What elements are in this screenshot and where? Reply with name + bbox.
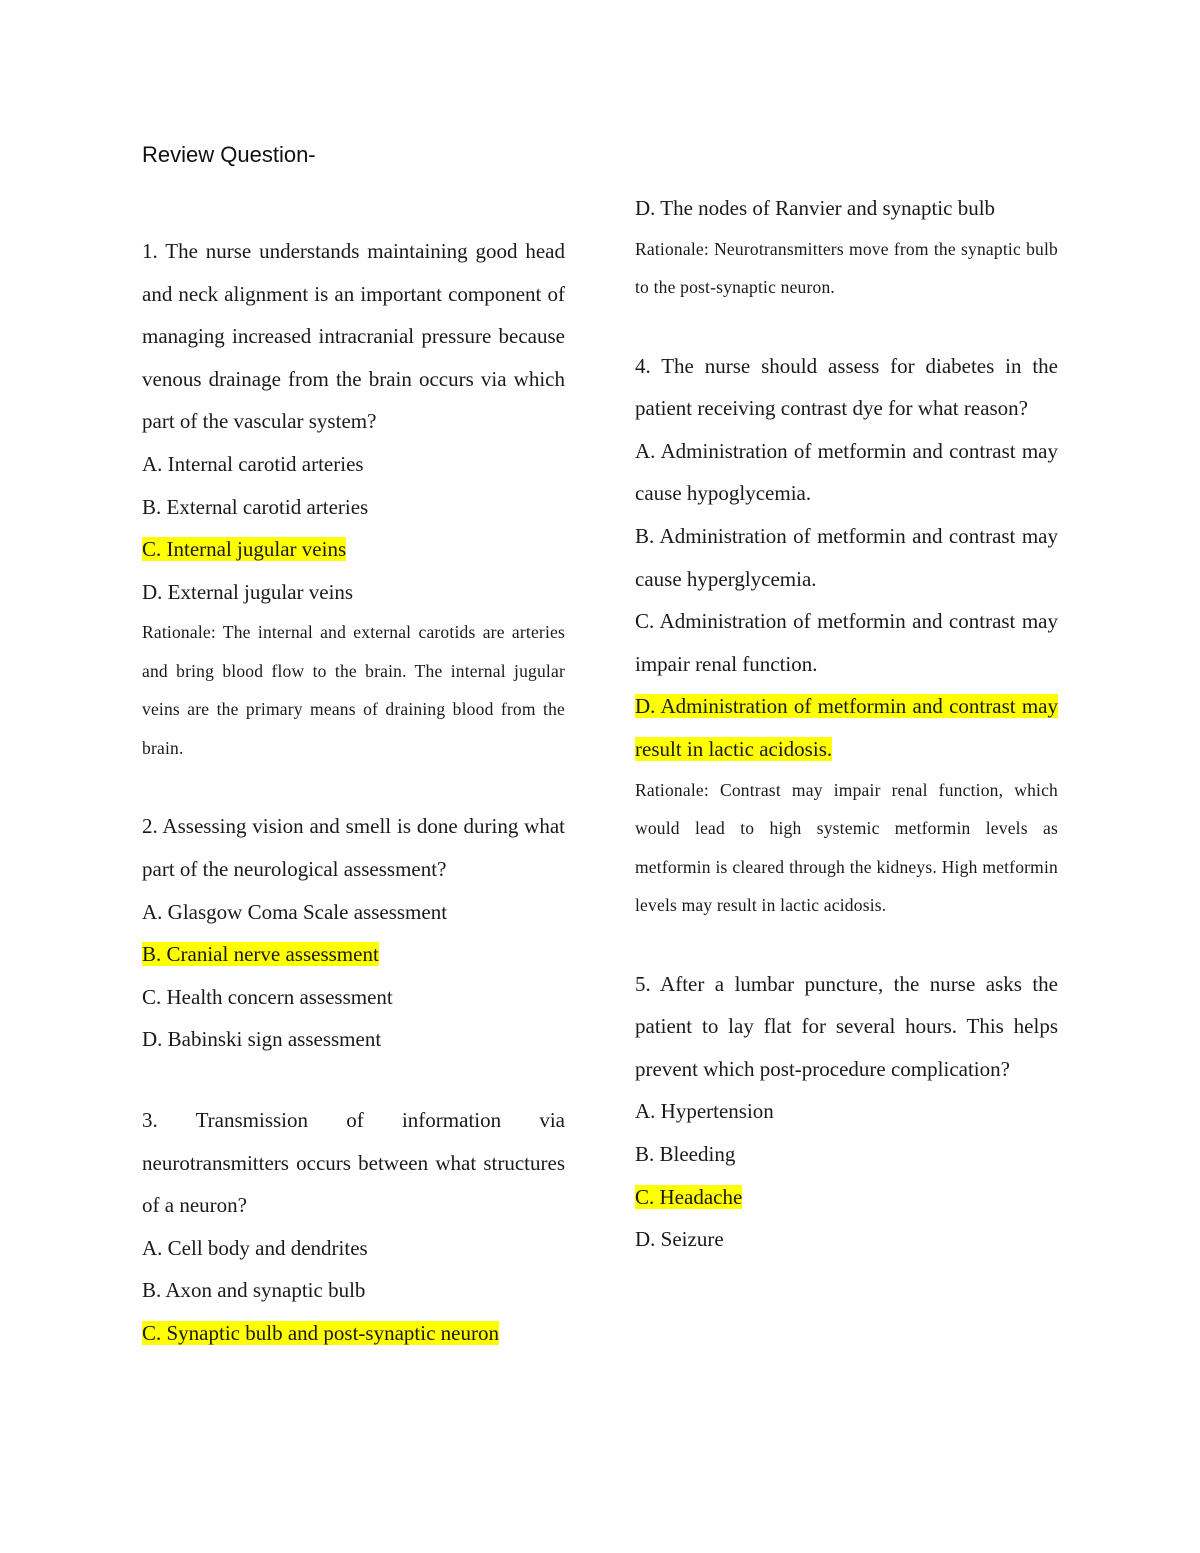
q5-option-c-correct: C. Headache [635, 1184, 743, 1209]
question-4 [635, 345, 1058, 925]
question-5 [635, 963, 1058, 1261]
q1-option-d: D. External jugular veins [142, 579, 354, 604]
q2-option-b-correct: B. Cranial nerve assessment [142, 942, 379, 967]
q4-rationale: Rationale: Contrast may impair renal function, which would lead to high systemic metformin levels as metformin is cleared through the kidneys. High metformin levels may result in lactic acidosis. [635, 779, 1058, 916]
q1-rationale: Rationale: The internal and external carotids are arteries and bring blood flow to the brain. The internal jugular veins are the primary means of draining blood from the brain. [142, 622, 565, 758]
question-3-text: 3. Transmission of information via neurotransmitters occurs between what structures of a neuron? [142, 1107, 565, 1218]
q1-option-b: B. External carotid arteries [142, 494, 369, 519]
q1-option-c-correct: C. Internal jugular veins [142, 537, 347, 562]
q5-option-b: B. Bleeding [635, 1141, 736, 1166]
q4-option-c: C. Administration of metformin and contrast may impair renal function. [635, 609, 1058, 676]
q2-option-d: D. Babinski sign assessment [142, 1027, 382, 1052]
q5-option-d: D. Seizure [635, 1227, 724, 1252]
q1-option-a: A. Internal carotid arteries [142, 451, 364, 476]
question-5-text: 5. After a lumbar puncture, the nurse asks the patient to lay flat for several hours. This helps prevent which post-procedure complication? [635, 971, 1058, 1081]
q3-rationale: Rationale: Neurotransmitters move from the synaptic bulb to the post-synaptic neuron. [635, 238, 1058, 298]
question-4-text: 4. The nurse should assess for diabetes in the patient receiving contrast dye for what reason? [635, 353, 1058, 421]
page-title: Review Question- [142, 142, 316, 167]
q3-option-a: A. Cell body and dendrites [142, 1235, 368, 1260]
q3-option-d: D. The nodes of Ranvier and synaptic bulb [635, 196, 996, 220]
right-column [635, 187, 1058, 1261]
question-2-text: 2. Assessing vision and smell is done during what part of the neurological assessment? [142, 814, 565, 881]
question-3 [142, 1099, 565, 1355]
question-2 [142, 805, 565, 1061]
q4-option-a: A. Administration of metformin and contrast may cause hypoglycemia. [635, 438, 1058, 506]
left-column [142, 230, 565, 1354]
q2-option-c: C. Health concern assessment [142, 984, 393, 1009]
q2-option-a: A. Glasgow Coma Scale assessment [142, 899, 448, 924]
question-3-continued [635, 187, 1058, 307]
question-1-text: 1. The nurse understands maintaining good head and neck alignment is an important component of managing increased intracranial pressure because venous drainage from the brain occurs via which part of the vascular system? [142, 239, 565, 434]
question-1 [142, 230, 565, 767]
q3-option-c-correct: C. Synaptic bulb and post-synaptic neuron [142, 1320, 499, 1345]
q4-option-b: B. Administration of metformin and contrast may cause hyperglycemia. [635, 523, 1058, 591]
q3-option-b: B. Axon and synaptic bulb [142, 1278, 366, 1303]
q5-option-a: A. Hypertension [635, 1099, 774, 1124]
q4-option-d-correct: D. Administration of metformin and contrast may result in lactic acidosis. [635, 694, 1058, 761]
